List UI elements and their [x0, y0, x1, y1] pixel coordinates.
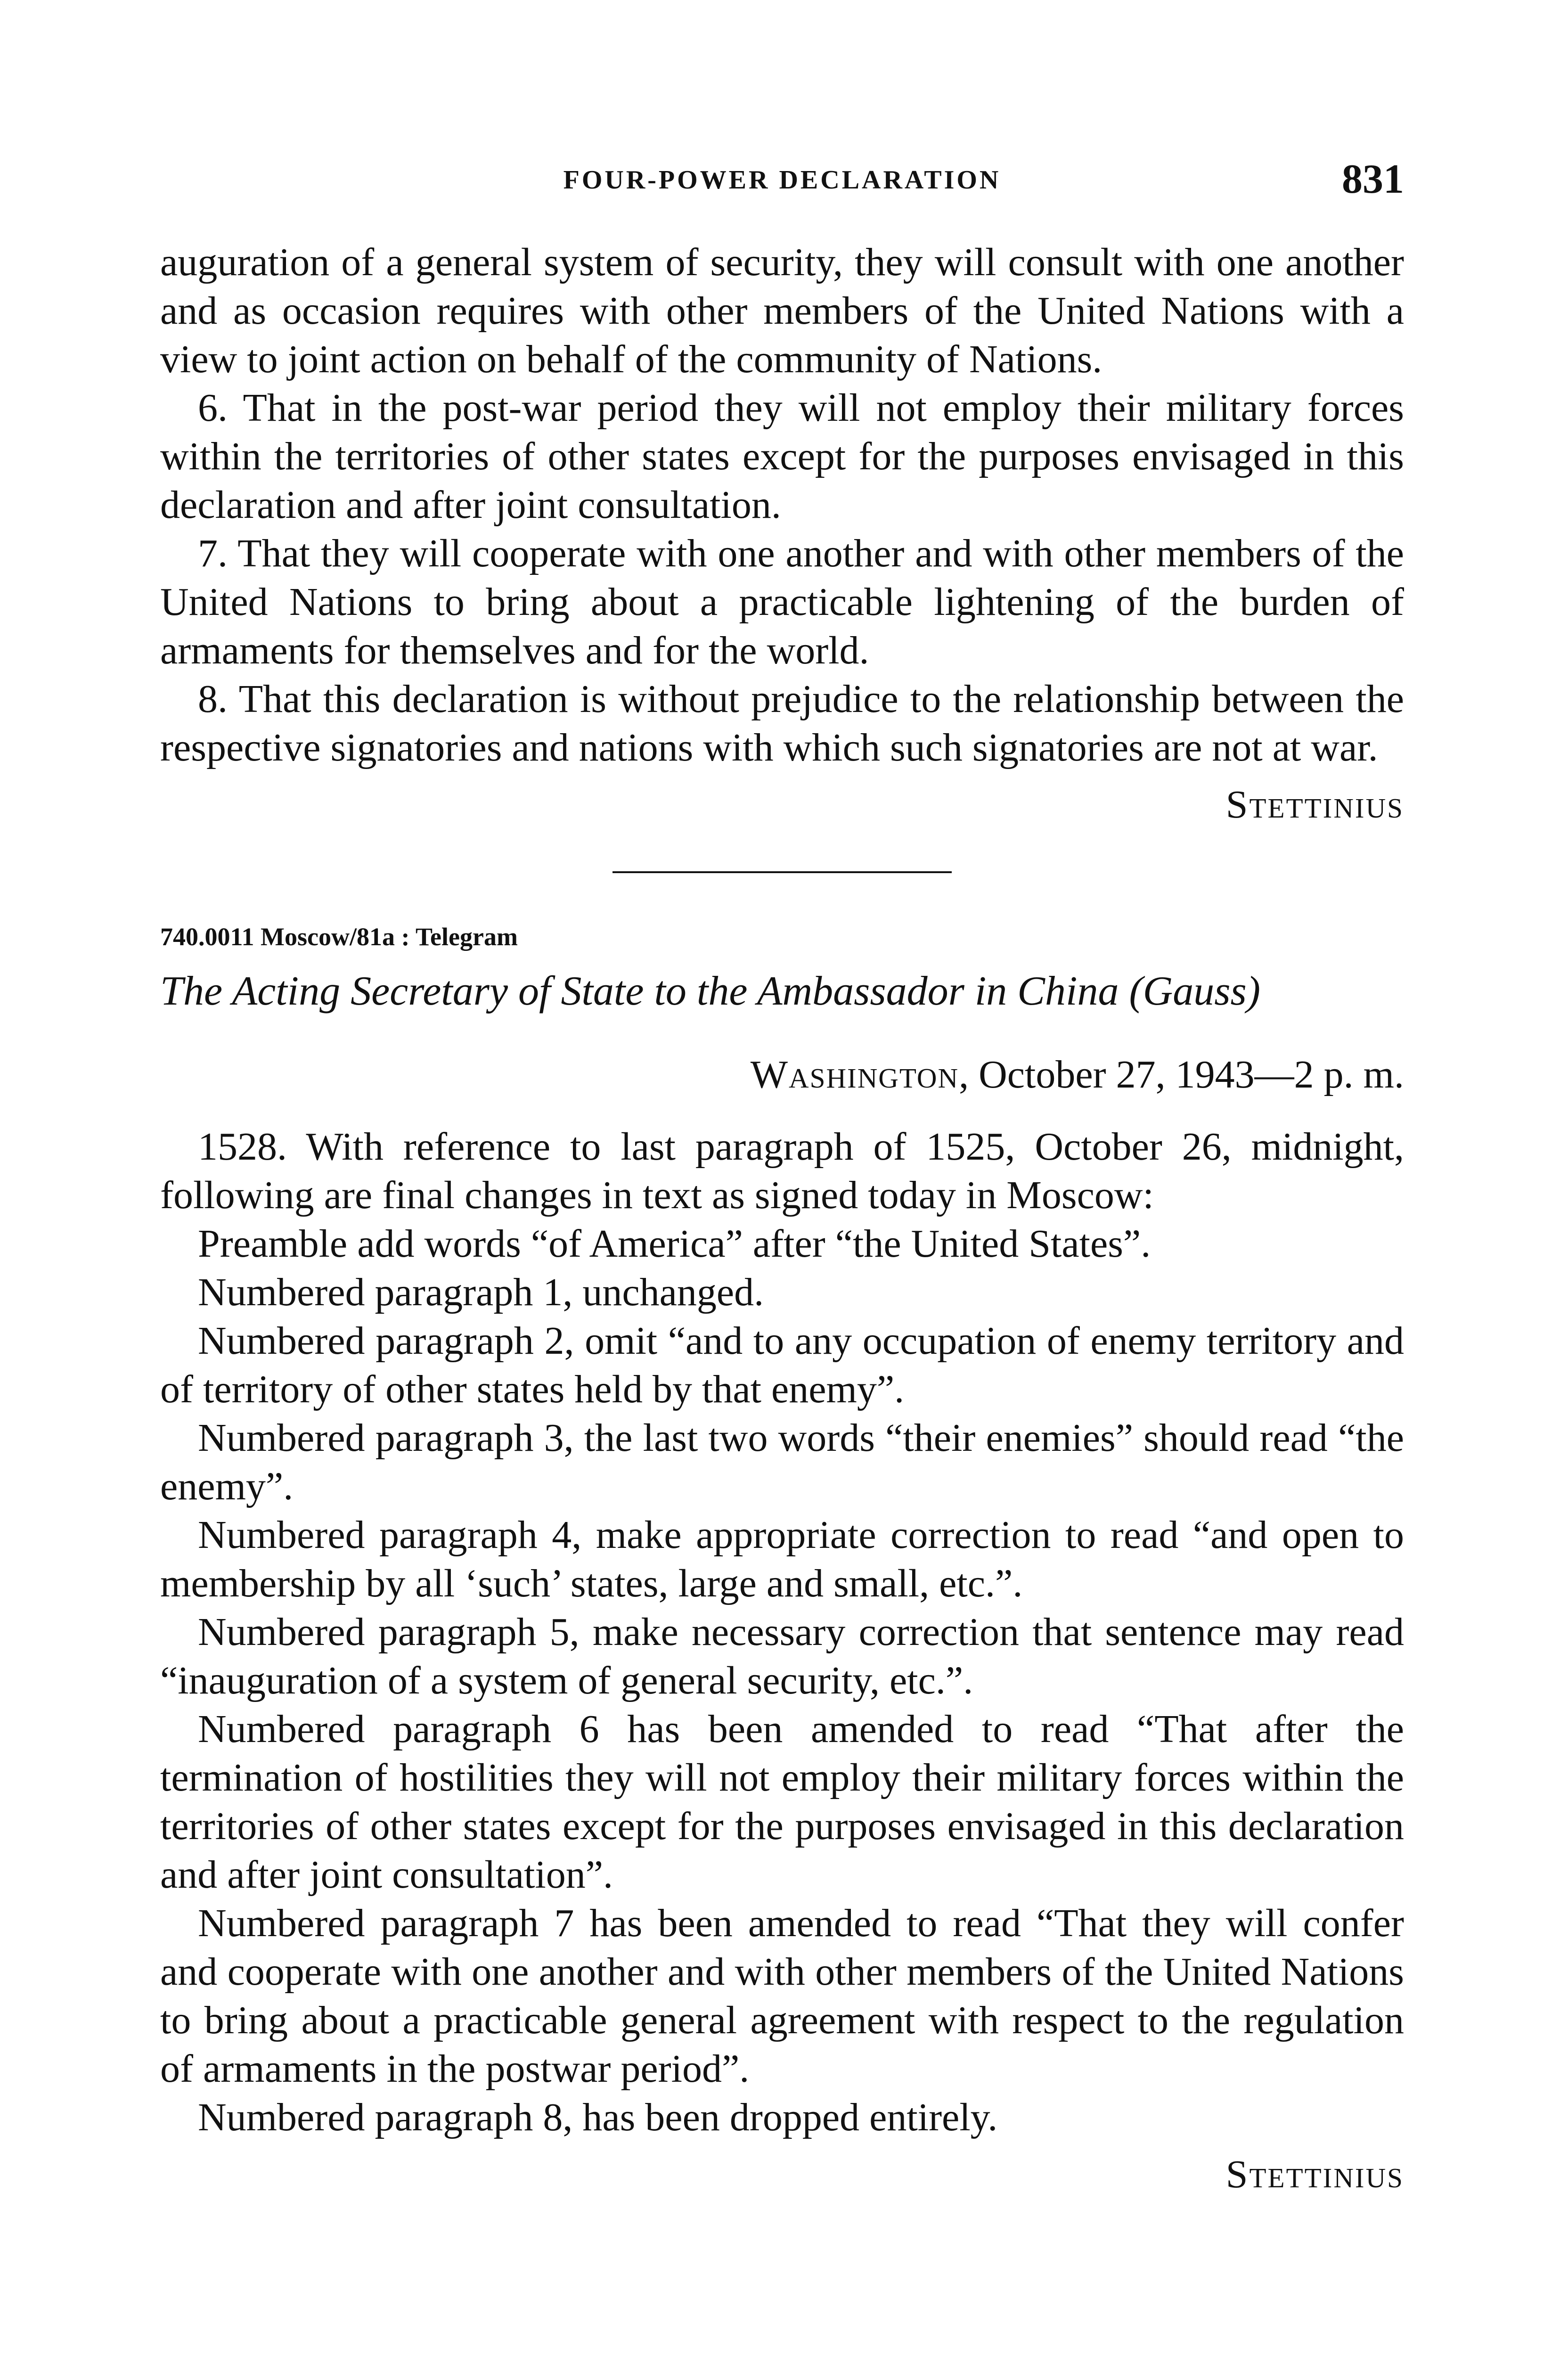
file-reference: 740.0011 Moscow/81a : Telegram: [160, 923, 518, 951]
telegram-paragraph: Numbered paragraph 3, the last two words “their enemies” should read “the enemy”.: [160, 1416, 1404, 1508]
paragraph-point-6: 6. That in the post-war period they will not employ their military forces within the territories of other states except for the purposes envisaged in this declaration and after joint consultation.: [160, 386, 1404, 527]
telegram-paragraph: Numbered paragraph 6 has been amended to read “That after the termination of hostilities they will not employ their military forces within the territories of other states except for the purposes envisaged in this declaration and after joint consultation”.: [160, 1707, 1404, 1897]
dateline: [160, 1050, 1404, 1099]
section-divider: [612, 871, 952, 873]
paragraph-point-8: 8. That this declaration is without prejudice to the relationship between the respective signatories and nations with which such signatories are not at war.: [160, 677, 1404, 769]
telegram-paragraph: 1528. With reference to last paragraph of 1525, October 26, midnight, following are final changes in text as signed today in Moscow:: [160, 1125, 1404, 1217]
telegram-paragraph: Numbered paragraph 8, has been dropped entirely.: [198, 2095, 998, 2139]
telegram-paragraph: Numbered paragraph 2, omit “and to any occupation of enemy territory and of territory of other states held by that enemy”.: [160, 1319, 1404, 1411]
document-title: The Acting Secretary of State to the Ambassador in China (Gauss): [160, 968, 1261, 1014]
paragraph-continued: auguration of a general system of security, they will consult with one another and as occasion requires with other members of the United Nations with a view to joint action on behalf of the community of Nations.: [160, 240, 1404, 381]
telegram-paragraph: Numbered paragraph 1, unchanged.: [198, 1270, 764, 1314]
telegram-paragraph: Numbered paragraph 4, make appropriate correction to read “and open to membership by all ‘such’ states, large and small, etc.”.: [160, 1513, 1404, 1605]
signature: Stettinius: [1225, 2152, 1404, 2196]
dateline-date: , October 27, 1943—2 p. m.: [959, 1053, 1404, 1096]
page-body: [160, 238, 1404, 2199]
declaration-continuation: [160, 238, 1404, 829]
running-head: FOUR-POWER DECLARATION: [563, 165, 1001, 195]
telegram-paragraph: Numbered paragraph 7 has been amended to read “That they will confer and cooperate with one another and with other members of the United Nations to bring about a practicable general agreement with respect to the regulation of armaments in the postwar period”.: [160, 1901, 1404, 2091]
paragraph-point-7: 7. That they will cooperate with one another and with other members of the United Nations to bring about a practicable lightening of the burden of armaments for themselves and for the world.: [160, 532, 1404, 672]
page-number: 831: [1342, 156, 1404, 202]
signature: Stettinius: [1225, 783, 1404, 826]
dateline-place: Washington: [750, 1053, 959, 1096]
telegram-document: [160, 920, 1404, 2199]
telegram-paragraph: Numbered paragraph 5, make necessary correction that sentence may read “inauguration of a system of general security, etc.”.: [160, 1610, 1404, 1702]
telegram-paragraph: Preamble add words “of America” after “the United States”.: [198, 1222, 1151, 1266]
page-header: [160, 155, 1404, 212]
telegram-body: [160, 1122, 1404, 2199]
